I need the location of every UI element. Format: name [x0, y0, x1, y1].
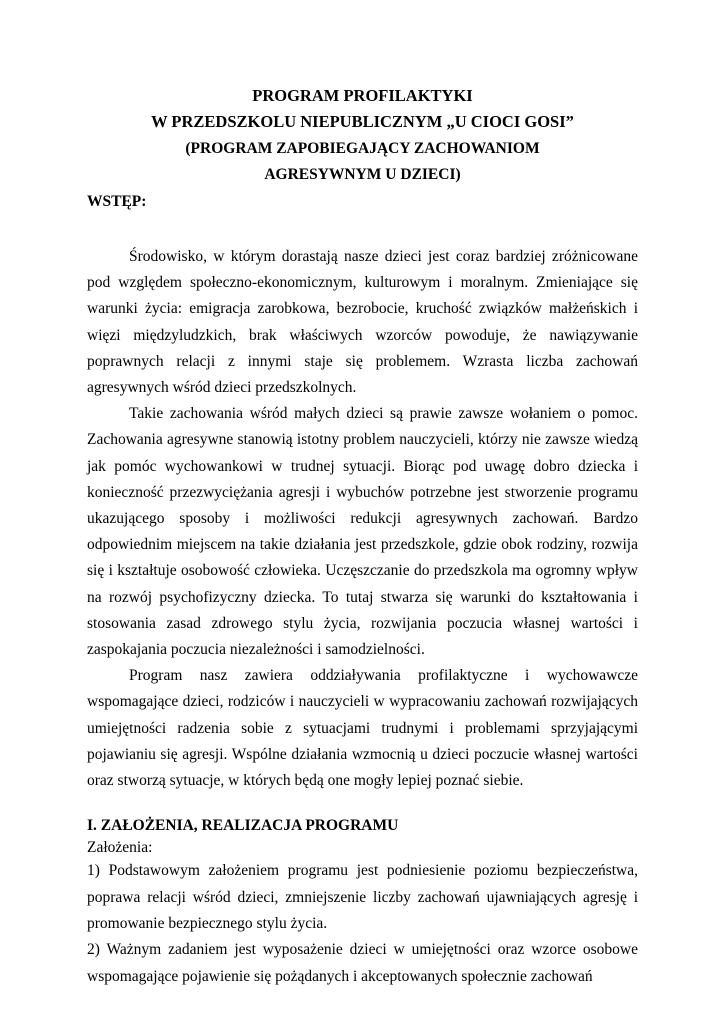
intro-heading: WSTĘP:: [87, 193, 147, 210]
intro-paragraph-2: Takie zachowania wśród małych dzieci są prawie zawsze wołaniem o pomoc. Zachowania agresywne stanowią istotny problem nauczycieli, którzy nie zawsze wiedzą jak pomóc wychowankowi w trudnej sytuacji. Biorąc pod uwagę dobro dziecka i konieczność przezwyciężania agresji i wybuchów potrzebne jest stworzenie programu ukazującego sposoby i możliwości redukcji agresywnych zachowań. Bardzo odpowiednim miejscem na takie działania jest przedszkole, gdzie obok rodziny, rozwija się i kształtuje osobowość człowieka. Uczęszczanie do przedszkola ma ogromny wpływ na rozwój psychofizyczny dziecka. To tutaj stwarza się warunki do kształtowania i stosowania zasad zdrowego stylu życia, rozwijania poczucia własnej wartości i zaspokajania poczucia niezależności i samodzielności.: [87, 405, 638, 659]
document-title-line-1: PROGRAM PROFILAKTYKI: [252, 86, 473, 105]
assumption-item-2: 2) Ważnym zadaniem jest wyposażenie dzieci w umiejętności oraz wzorce osobowe wspomagające pojawienie się pożądanych i akceptowanych społecznie zachowań: [87, 941, 638, 985]
document-subtitle-line-2: AGRESYWNYM U DZIECI): [264, 166, 461, 183]
intro-paragraph-3: Program nasz zawiera oddziaływania profilaktyczne i wychowawcze wspomagające dzieci, rodziców i nauczycieli w wypracowaniu zachowań rozwijających umiejętności radzenia sobie z sytuacjami trudnymi i problemami sprzyjającymi pojawianiu się agresji. Wspólne działania wzmocnią u dzieci poczucie własnej wartości oraz stworzą sytuacje, w których będą one mogły lepiej poznać siebie.: [87, 667, 638, 790]
document-subtitle-line-1: (PROGRAM ZAPOBIEGAJĄCY ZACHOWANIOM: [185, 140, 540, 157]
assumptions-label: Założenia:: [87, 839, 153, 857]
document-title-line-2: W PRZEDSZKOLU NIEPUBLICZNYM „U CIOCI GOSI”: [151, 112, 574, 131]
assumption-item-1: 1) Podstawowym założeniem programu jest podniesienie poziomu bezpieczeństwa, poprawa relacji wśród dzieci, zmniejszenie liczby zachowań ujawniających agresję i promowanie bezpiecznego stylu życia.: [87, 862, 638, 933]
section-1-heading: I. ZAŁOŻENIA, REALIZACJA PROGRAMU: [87, 817, 399, 835]
intro-paragraph-1: Środowisko, w którym dorastają nasze dzieci jest coraz bardziej zróżnicowane pod względem społeczno-ekonomicznym, kulturowym i moralnym. Zmieniające się warunki życia: emigracja zarobkowa, bezrobocie, kruchość związków małżeńskich i więzi międzyludzkich, brak właściwych wzorców powoduje, że nawiązywanie poprawnych relacji z innymi staje się problemem. Wzrasta liczba zachowań agresywnych wśród dzieci przedszkolnych.: [87, 248, 638, 397]
